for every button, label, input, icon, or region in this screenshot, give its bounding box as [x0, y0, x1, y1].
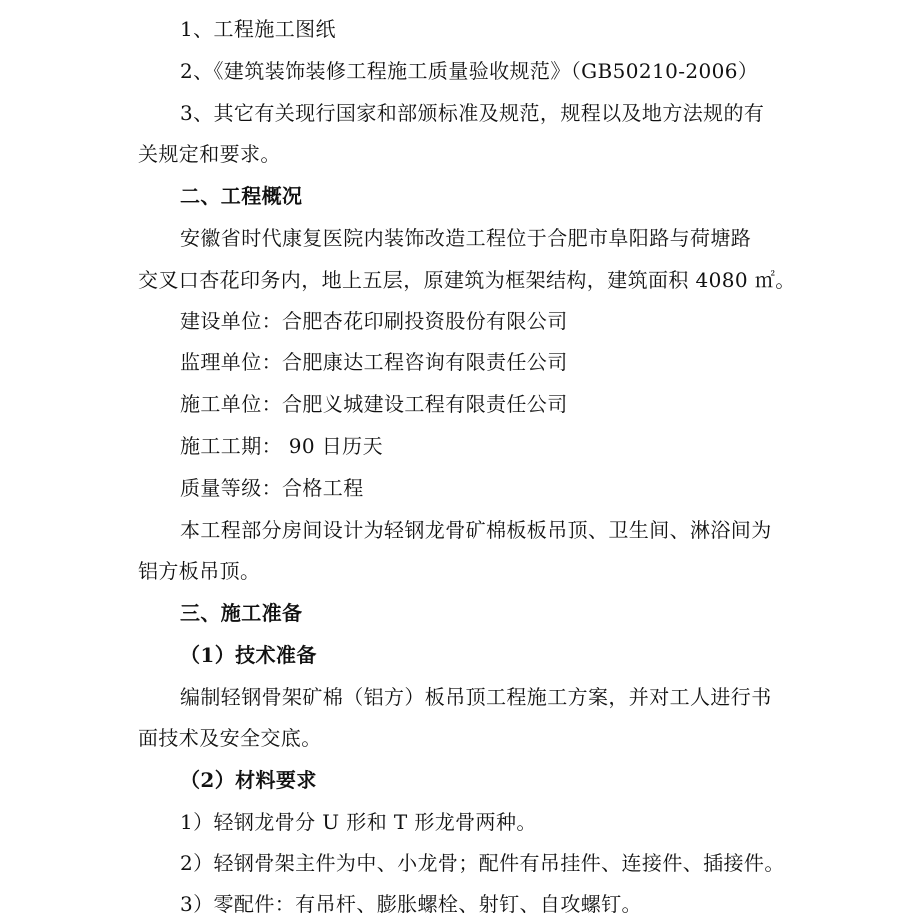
- ceiling-design-paragraph: 本工程部分房间设计为轻钢龙骨矿棉板板吊顶、卫生间、淋浴间为: [180, 518, 772, 542]
- subheading-technical-preparation: （1）技术准备: [180, 643, 317, 667]
- subheading-material-requirements: （2）材料要求: [180, 768, 317, 792]
- construction-unit: 建设单位：合肥杏花印刷投资股份有限公司: [180, 309, 568, 333]
- technical-preparation-paragraph-continued: 面技术及安全交底。: [138, 726, 322, 750]
- material-item-3: 3）零配件：有吊杆、膨胀螺栓、射钉、自攻螺钉。: [180, 892, 642, 916]
- quality-grade: 质量等级：合格工程: [180, 476, 364, 500]
- technical-preparation-paragraph: 编制轻钢骨架矿棉（铝方）板吊顶工程施工方案，并对工人进行书: [180, 685, 772, 709]
- overview-paragraph-continued: 交叉口杏花印务内，地上五层，原建筑为框架结构，建筑面积 4080 ㎡。: [138, 268, 796, 292]
- reference-item-3-continued: 关规定和要求。: [138, 142, 281, 166]
- construction-period: 施工工期： 90 日历天: [180, 434, 383, 458]
- material-item-2: 2）轻钢骨架主件为中、小龙骨；配件有吊挂件、连接件、插接件。: [180, 851, 785, 875]
- section-heading-project-overview: 二、工程概况: [180, 184, 303, 208]
- overview-paragraph: 安徽省时代康复医院内装饰改造工程位于合肥市阜阳路与荷塘路: [180, 226, 752, 250]
- contractor-unit: 施工单位：合肥义城建设工程有限责任公司: [180, 392, 568, 416]
- ceiling-design-paragraph-continued: 铝方板吊顶。: [138, 559, 261, 583]
- reference-item-2: 2、《建筑装饰装修工程施工质量验收规范》（GB50210-2006）: [180, 59, 759, 83]
- section-heading-construction-preparation: 三、施工准备: [180, 601, 303, 625]
- reference-item-3: 3、其它有关现行国家和部颁标准及规范，规程以及地方法规的有: [180, 101, 765, 125]
- material-item-1: 1）轻钢龙骨分 U 形和 T 形龙骨两种。: [180, 810, 537, 834]
- reference-item-1: 1、工程施工图纸: [180, 17, 336, 41]
- supervision-unit: 监理单位：合肥康达工程咨询有限责任公司: [180, 350, 568, 374]
